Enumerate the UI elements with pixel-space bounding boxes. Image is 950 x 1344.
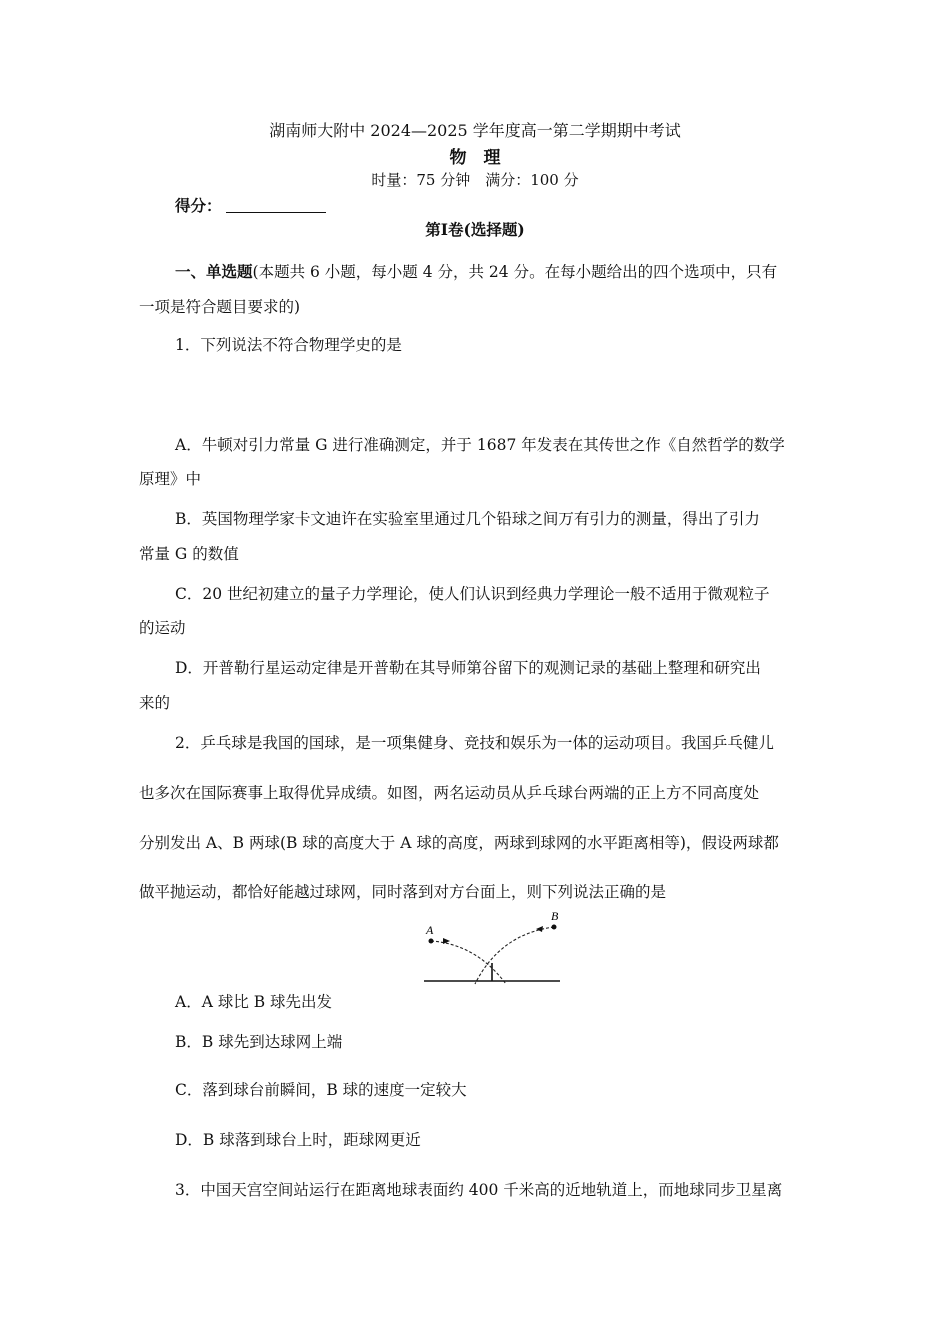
- trajectory-a: [431, 941, 506, 984]
- q2-option-a: A．A 球比 B 球先出发: [175, 993, 333, 1011]
- q1-option-a-cont: 原理》中: [139, 470, 202, 488]
- q2-stem-line1: 2．乒乓球是我国的国球，是一项集健身、竞技和娱乐为一体的运动项目。我国乒乓健儿: [175, 734, 774, 752]
- exam-title: 湖南师大附中 2024—2025 学年度高一第二学期期中考试: [269, 121, 681, 140]
- time-info: 时量：75 分钟 满分：100 分: [371, 171, 579, 189]
- q1-option-b-cont: 常量 G 的数值: [139, 545, 239, 563]
- q1-stem: 1．下列说法不符合物理学史的是: [175, 336, 402, 354]
- q2-stem-line4: 做平抛运动，都恰好能越过球网，同时落到对方台面上，则下列说法正确的是: [139, 883, 667, 901]
- section-instructions: (本题共 6 小题，每小题 4 分，共 24 分。在每小题给出的四个选项中，只有: [252, 263, 778, 281]
- score-line: [175, 194, 326, 216]
- score-blank[interactable]: [226, 198, 326, 213]
- q2-option-c: C．落到球台前瞬间，B 球的速度一定较大: [175, 1081, 467, 1099]
- q1-option-a: A．牛顿对引力常量 G 进行准确测定，并于 1687 年发表在其传世之作《自然哲学的数学: [175, 436, 785, 454]
- ball-a: [429, 939, 434, 944]
- ball-b: [552, 925, 557, 930]
- score-label: 得分：: [175, 196, 222, 215]
- q3-stem-line1: 3．中国天宫空间站运行在距离地球表面约 400 千米高的近地轨道上，而地球同步卫星离: [175, 1181, 783, 1199]
- q2-stem-line2: 也多次在国际赛事上取得优异成绩。如图，两名运动员从乒乓球台两端的正上方不同高度处: [139, 784, 760, 802]
- trajectory-b: [475, 927, 554, 984]
- q1-option-d: D．开普勒行星运动定律是开普勒在其导师第谷留下的观测记录的基础上整理和研究出: [175, 659, 761, 677]
- subject-title: 物 理: [449, 148, 501, 168]
- q1-option-c: C．20 世纪初建立的量子力学理论，使人们认识到经典力学理论一般不适用于微观粒子: [175, 585, 770, 603]
- label-a: A: [426, 923, 434, 937]
- label-b: B: [551, 909, 559, 923]
- volume-title: 第Ⅰ卷(选择题): [425, 220, 525, 239]
- section-heading: 一、单选题: [175, 262, 253, 281]
- section-heading-line1: [175, 260, 777, 282]
- q2-option-b: B．B 球先到达球网上端: [175, 1033, 343, 1051]
- arrow-b: [536, 926, 543, 932]
- ping-pong-figure: [418, 908, 568, 990]
- q1-option-c-cont: 的运动: [139, 619, 186, 637]
- q1-option-b: B．英国物理学家卡文迪许在实验室里通过几个铅球之间万有引力的测量，得出了引力: [175, 510, 760, 528]
- q2-option-d: D．B 球落到球台上时，距球网更近: [175, 1131, 421, 1149]
- q2-stem-line3: 分别发出 A、B 两球(B 球的高度大于 A 球的高度，两球到球网的水平距离相等)，假设两球都: [139, 834, 779, 852]
- q1-option-d-cont: 来的: [139, 694, 171, 712]
- section-instructions-line2: 一项是符合题目要求的): [139, 298, 301, 316]
